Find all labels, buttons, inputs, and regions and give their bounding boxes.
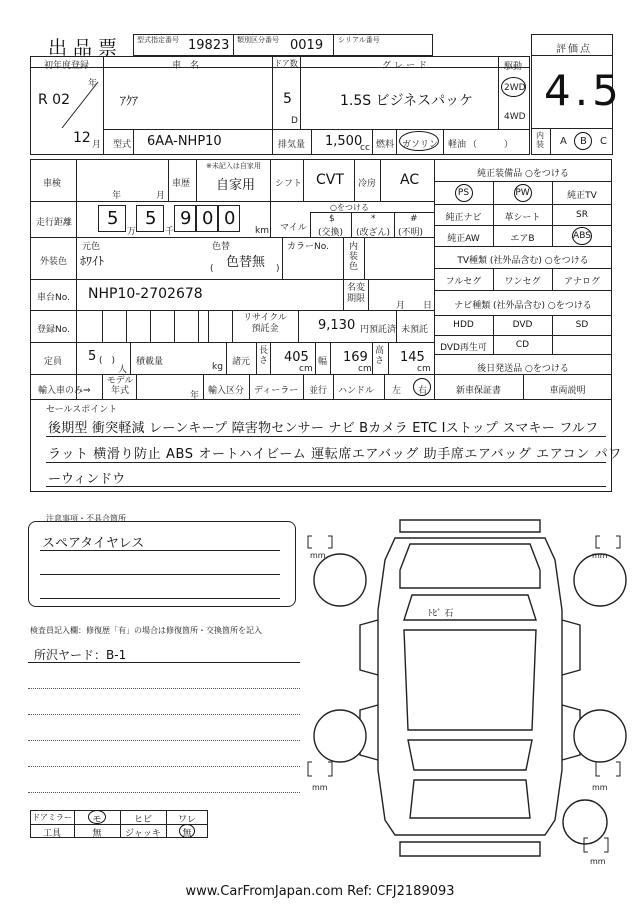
model-year-unit: 年 [190,391,200,401]
drive-2wd: 2WD [504,83,526,93]
navi-hdd: HDD [453,320,474,330]
tv-analog: アナログ [563,277,600,287]
category-number-value: 0019 [290,38,324,53]
reg-era-year: R 02 [38,92,70,108]
import-only-label: 輸入車のみ⇒ [38,386,91,396]
acc-tools: 工具 [42,829,61,839]
page-title: 出品票 [48,37,124,59]
acc-tools-none: 無 [92,829,102,839]
mileage-label: 走行距離 [36,218,73,228]
inspector-label: 検査員記入欄：修復歴「有」の場合は修復箇所・交換箇所を記入 [30,626,262,635]
displacement-label: 排気量 [278,140,306,150]
mileage-digit-3: 9 [180,208,192,229]
diagram-mm-2: mm [592,551,608,560]
sales-line-3: ーウィンドウ [48,472,126,487]
equip-tv: 純正TV [567,191,597,201]
chassis-value: NHP10-2702678 [88,286,203,302]
equip-airbag: エアB [510,234,535,244]
fuel-gasoline-circle [399,131,439,151]
diagram-note: ﾄﾋﾞ 石 [428,609,454,619]
mileage-circle-note: ○をつける [330,203,369,212]
shift-label: シフト [275,179,303,189]
handle-right-circle [413,378,431,396]
chassis-label: 車台No. [37,293,70,303]
model-value: 6AA-NHP10 [147,134,222,149]
notes-label: 注意事項・不具合箇所 [46,514,126,523]
recycle-value: 9,130 [318,318,356,333]
repaint-value: 色替無 [226,255,266,270]
first-reg-label: 初年度登録 [44,61,90,71]
interior-grade-b: B [580,136,587,147]
diagram-mm-1: mm [310,551,326,560]
equip-navi: 純正ナビ [445,213,482,223]
recycle-unit: 円預託済 [360,325,397,335]
capacity-label: 定員 [44,357,63,367]
acc-crack: ヒビ [133,815,152,825]
drive-label: 駆動 [504,62,523,72]
mileage-km: km [255,226,269,236]
equip-ps: PS [457,188,470,198]
interior-b-circle [574,132,592,150]
acc-mo-circle [88,810,106,824]
altered-label: (改ざん) [356,228,391,238]
capacity-unit: 人 [118,365,128,375]
unknown-label: (不明) [398,228,424,238]
name-change-month: 月 [396,301,406,311]
name-change-day: 日 [423,301,433,311]
dvd-play: DVD再生可 [440,343,487,353]
length-value: 405 [284,350,309,365]
diagram-mm-4: mm [592,783,608,792]
width-unit: cm [358,364,372,374]
equip-pw: PW [515,188,530,198]
equip-abs: ABS [573,231,591,241]
history-note: ※未記入は自家用 [206,162,261,170]
door-d: D [291,116,298,126]
import-class-label: 輸入区分 [208,386,245,396]
diagram-mm-5: mm [590,857,606,866]
navi-dvd: DVD [512,320,533,330]
name-change-label: 名変期限 [347,283,366,304]
acc-jack-circle [179,824,195,838]
length-label: 長さ [259,346,269,366]
height-value: 145 [400,350,425,365]
mileage-digit-1: 5 [107,208,119,229]
sales-line-2: ラット 横滑り防止 ABS オートハイビーム 運転席エアバッグ 助手席エアバッグ エアコン パワ [48,447,622,462]
vehicle-name-value: ｱｸｱ [120,94,139,108]
grade-label: グレード [382,61,431,71]
serial-label: シリアル番号 [338,36,380,44]
sales-line-1: 後期型 衝突軽減 レーンキープ 障害物センサー ナビ Bカメラ ETC Iストップ スマキー フルフ [48,421,599,436]
equip-ps-circle [455,184,473,202]
load-unit: kg [212,362,223,372]
history-value: 自家用 [216,178,256,193]
interior-label: 内装 [536,131,544,149]
ac-label: 冷房 [358,179,377,189]
equip-pw-circle [514,184,532,202]
doors-value: 5 [283,91,292,107]
mileage-digit-5: 0 [224,208,236,229]
displacement-value: 1,500 [325,134,363,149]
recycle-label: リサイクル預託金 [243,313,287,334]
equip-abs-circle [572,227,592,245]
reg-diagonal [60,80,100,130]
mileage-digit-4: 0 [202,208,214,229]
capacity-value: 5 [88,349,97,364]
model-year-label: モデル年式 [106,376,134,396]
model-label: 型式 [113,140,132,150]
model-designation-label: 型式指定番号 [137,36,179,44]
tv-fullseg: フルセグ [445,277,482,287]
mileage-man: 万 [127,227,137,237]
handle-label: ハンドル [338,386,375,396]
fuel-label: 燃料 [376,140,395,150]
exchange-sym: $ [329,214,335,224]
doors-label: ドア数 [274,59,298,68]
interior-color-label: 内装色 [349,242,359,272]
model-designation-value: 19823 [188,38,230,53]
reg-month-unit: 月 [92,140,102,150]
inspector-line-1: 所沢ヤード：B-1 [34,648,127,662]
load-label: 積載量 [136,357,164,367]
shaken-label: 車検 [43,179,62,189]
shaken-month-unit: 月 [156,191,166,201]
acc-door-mirror: ドアミラー [32,813,72,822]
capacity-paren: ( ) [99,356,116,366]
rating-label: 評価点 [556,44,592,55]
shaken-year-unit: 年 [112,191,122,201]
altered-sym: * [371,214,376,224]
drive-4wd: 4WD [504,112,526,122]
equip-aw: 純正AW [447,234,480,244]
handle-right: 右 [418,386,428,396]
height-unit: cm [417,364,431,374]
car-diagram [300,500,640,870]
displacement-unit: cc [360,143,370,153]
navi-sd: SD [575,320,589,330]
reg-month: 12 [73,130,91,146]
color-no-label: カラーNo. [287,242,329,252]
width-label: 幅 [318,357,328,367]
unknown-sym: # [410,214,418,224]
unpaid-label: 未預託 [401,325,429,335]
reg-year-unit: 年 [88,79,98,89]
category-number-label: 類別区分番号 [237,36,279,44]
docs-title: 後日発送品 ○をつける [477,364,569,374]
sales-label: セールスポイント [46,405,118,415]
light-oil-label: 軽油 [448,140,467,150]
equip-leather: 革シート [504,213,541,223]
shift-value: CVT [316,172,344,188]
exchange-label: (交換) [318,228,344,238]
mileage-digit-2: 5 [145,208,157,229]
interior-grade-c: C [600,136,607,147]
spec-label: 諸元 [232,357,251,367]
import-dealer: ディーラー [254,386,299,396]
fuel-value: ガソリン [402,140,439,150]
ac-value: AC [400,172,420,188]
light-oil-paren: （ ） [468,140,514,150]
dvd-cd: CD [515,340,530,350]
drive-2wd-circle [501,77,526,97]
docs-manual: 車両説明 [549,386,586,396]
acc-break: ワレ [177,815,196,825]
notes-line-1: スペアタイヤレス [42,536,145,551]
footer-ref: www.CarFromJapan.com Ref: CFJ2189093 [185,884,455,899]
acc-jack: ジャッキ [125,829,161,839]
interior-grade-a: A [560,136,567,147]
navi-title: ナビ種類 (社外品含む) ○をつける [454,301,592,311]
docs-warranty: 新車保証書 [455,386,501,396]
rating-value: 4.5 [544,66,623,115]
diagram-mm-3: mm [312,783,328,792]
grade-value: 1.5S ビジネスパッケ [340,93,474,109]
width-value: 169 [343,350,368,365]
repaint-label: 色替 [212,242,231,252]
original-color-value: ﾎﾜｲﾄ [80,254,105,268]
color-label: 外装色 [40,257,68,267]
registry-label: 登録No. [37,325,70,335]
handle-left: 左 [392,386,402,396]
original-color-label: 元色 [82,242,101,252]
tv-title: TV種類 (社外品含む) ○をつける [457,256,589,266]
import-parallel: 並行 [309,386,328,396]
mileage-sen: 千 [165,227,175,237]
mile-label: マイル [280,223,307,233]
vehicle-name-label: 車 名 [172,61,200,71]
genuine-title: 純正装備品 ○をつける [477,169,569,179]
acc-jack-none: 無 [182,829,192,839]
length-unit: cm [299,364,313,374]
history-label: 車歴 [172,179,191,189]
acc-mo: モ [92,815,102,825]
equip-sr: SR [576,210,588,220]
height-label: 高さ [375,346,385,366]
tv-oneseg: ワンセグ [504,277,541,287]
